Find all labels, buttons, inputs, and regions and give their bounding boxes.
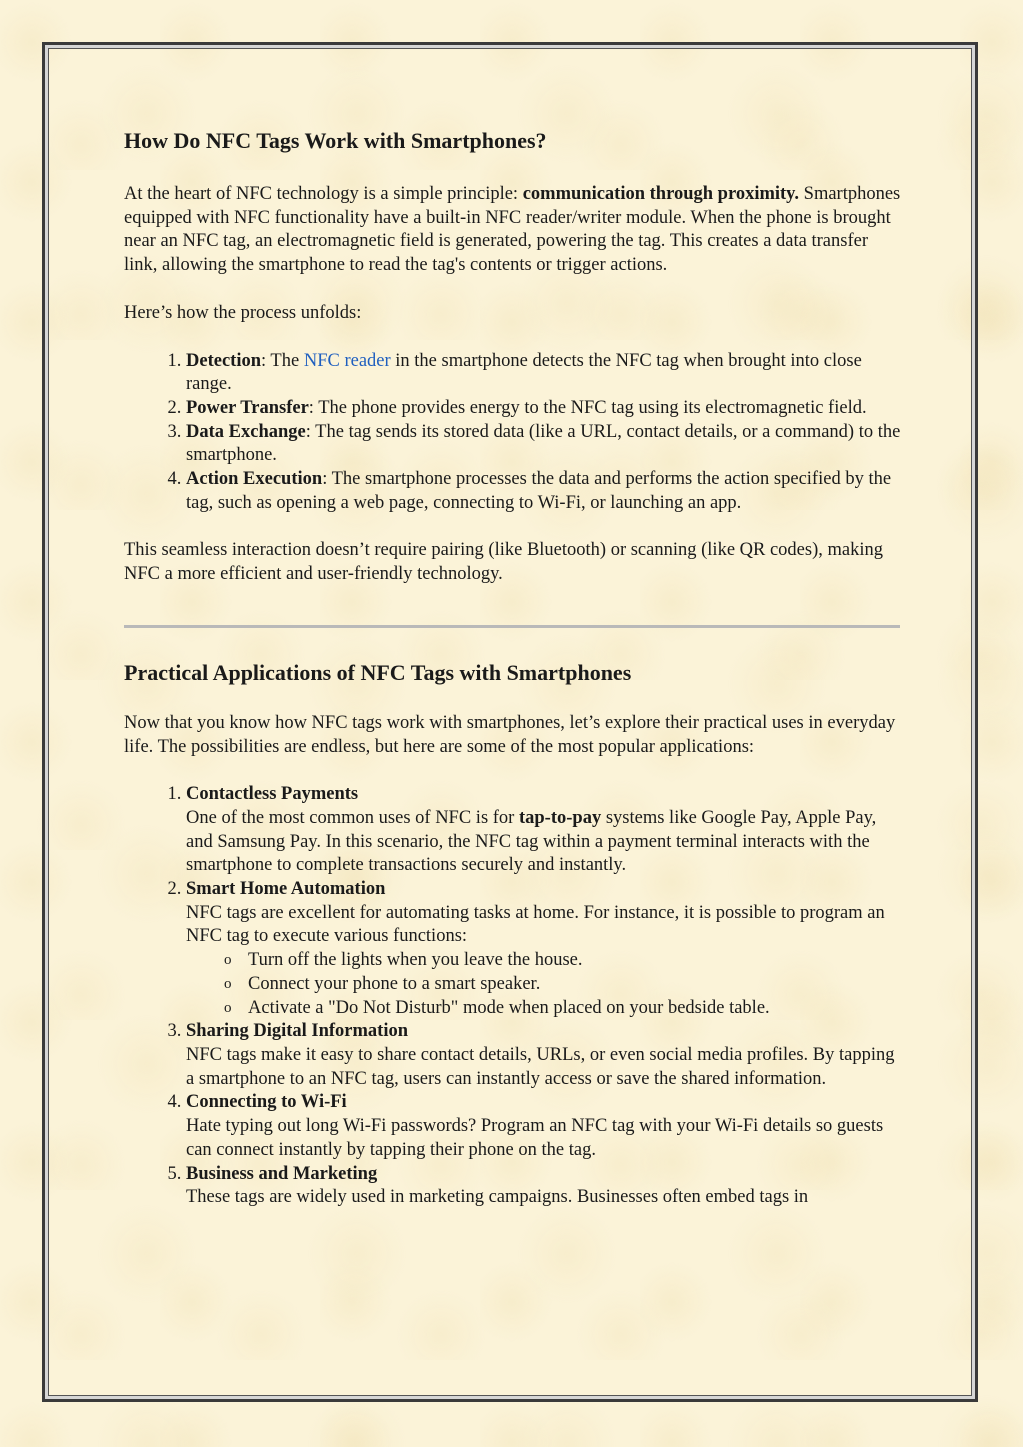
automation-sub-list: [186, 949, 904, 1020]
application-text: Hate typing out long Wi-Fi passwords? Program an NFC tag with your Wi-Fi details so guests can connect instantly by tapping their phone on the tag.: [186, 1116, 884, 1160]
sub-list-text: Turn off the lights when you leave the house.: [248, 950, 583, 971]
intro-paragraph: [124, 183, 904, 278]
section-heading-how-nfc-works: How Do NFC Tags Work with Smartphones?: [124, 128, 547, 153]
list-item: [186, 1020, 904, 1091]
sub-list-item: [224, 997, 904, 1021]
process-steps-list: [124, 350, 904, 516]
list-item: [186, 1163, 904, 1210]
step-title: Data Exchange: [186, 421, 306, 442]
hollow-bullet-icon: o: [224, 999, 232, 1016]
list-item: [186, 878, 904, 1020]
hollow-bullet-icon: o: [224, 952, 232, 969]
list-item: [186, 421, 904, 468]
nfc-reader-link[interactable]: NFC reader: [303, 350, 391, 371]
step-text: : The tag sends its stored data (like a URL, contact details, or a command) to the smartphone.: [186, 421, 901, 466]
sub-list-text: Activate a "Do Not Disturb" mode when placed on your bedside table.: [248, 997, 770, 1018]
application-title: Sharing Digital Information: [186, 1021, 409, 1042]
document-body: [124, 122, 904, 1210]
application-text: systems like Google Pay, Apple Pay, and Samsung Pay. In this scenario, the NFC tag within a payment terminal interacts with the smartphone to complete transactions securely and instantly.: [186, 807, 877, 876]
application-text: NFC tags are excellent for automating tasks at home. For instance, it is possible to program an NFC tag to execute various functions:: [186, 902, 885, 947]
summary-paragraph: This seamless interaction doesn’t require pairing (like Bluetooth) or scanning (like QR codes), making NFC a more efficient and user-friendly technology.: [124, 540, 883, 585]
intro-text-end: Smartphones equipped with NFC functionality have a built-in NFC reader/writer module. When the phone is brought near an NFC tag, an electromagnetic field is generated, powering the tag. This creates a data transfer link, allowing the smartphone to read the tag's contents or trigger actions.: [124, 184, 901, 276]
applications-intro-paragraph: Now that you know how NFC tags work with smartphones, let’s explore their practical uses in everyday life. The possibilities are endless, but here are some of the most popular applications:: [124, 712, 896, 757]
application-title: Smart Home Automation: [186, 879, 386, 900]
step-text: in the smartphone detects the NFC tag when brought into close range.: [186, 350, 862, 395]
sub-list-item: [224, 973, 904, 997]
application-bold-phrase: tap-to-pay: [518, 807, 602, 828]
step-title: Power Transfer: [186, 397, 309, 418]
step-text: : The smartphone processes the data and performs the action specified by the tag, such as opening a web page, connecting to Wi-Fi, or launching an app.: [186, 469, 892, 513]
list-item: [186, 783, 904, 878]
application-text: These tags are widely used in marketing campaigns. Businesses often embed tags in: [186, 1187, 809, 1208]
list-item: [186, 397, 904, 421]
sub-list-item: [224, 949, 904, 973]
hollow-bullet-icon: o: [224, 975, 232, 992]
application-text: One of the most common uses of NFC is for: [186, 807, 519, 828]
process-lead-in: Here’s how the process unfolds:: [124, 302, 362, 323]
application-title: Business and Marketing: [186, 1163, 378, 1184]
list-item: [186, 468, 904, 515]
list-item: [186, 1091, 904, 1162]
list-item: [186, 350, 904, 397]
step-text: : The phone provides energy to the NFC tag using its electromagnetic field.: [308, 397, 867, 418]
section-heading-practical-applications: Practical Applications of NFC Tags with Smartphones: [124, 659, 632, 685]
sub-list-text: Connect your phone to a smart speaker.: [248, 973, 541, 994]
step-title: Action Execution: [186, 469, 323, 490]
intro-bold-phrase: communication through proximity.: [522, 184, 800, 204]
section-divider: [124, 625, 900, 628]
step-title: Detection: [186, 350, 261, 371]
application-text: NFC tags make it easy to share contact details, URLs, or even social media profiles. By tapping a smartphone to an NFC tag, users can instantly access or save the shared information.: [186, 1044, 895, 1089]
applications-list: [124, 783, 904, 1210]
application-title: Connecting to Wi-Fi: [186, 1092, 347, 1113]
application-title: Contactless Payments: [186, 784, 359, 805]
intro-text-start: At the heart of NFC technology is a simple principle:: [124, 184, 523, 204]
step-text: : The: [261, 350, 304, 371]
